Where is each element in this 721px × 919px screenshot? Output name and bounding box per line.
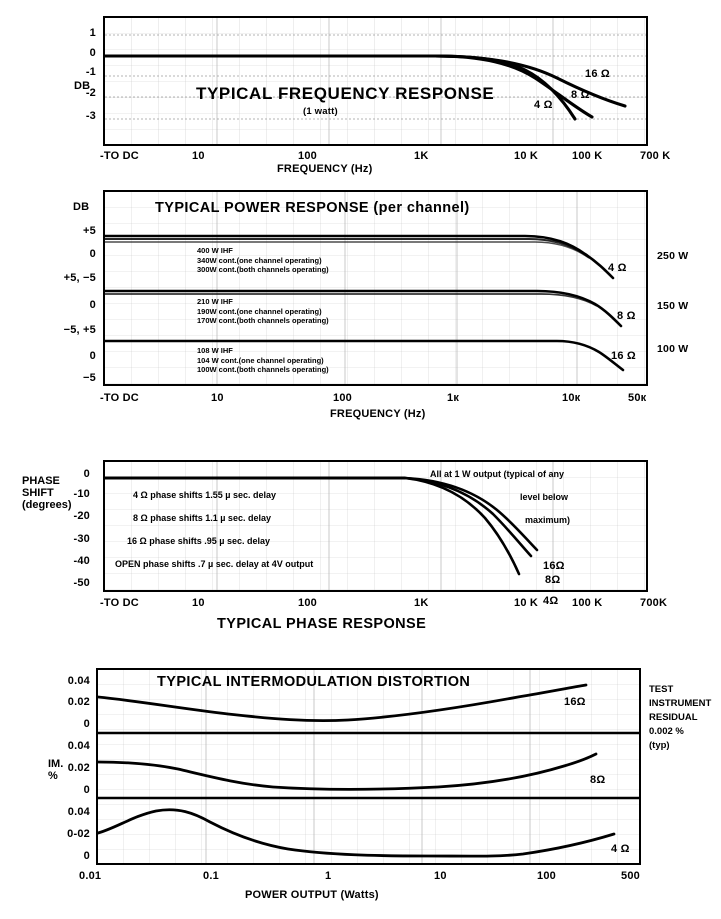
- x-axis-name: FREQUENCY (Hz): [330, 408, 426, 420]
- series-label-4ohm: 4Ω: [543, 595, 559, 607]
- y-tick: 1: [89, 27, 96, 39]
- series-label-4ohm: 4 Ω: [534, 99, 553, 111]
- y-tick: -2: [85, 87, 96, 99]
- x-tick: 100 K: [572, 150, 603, 162]
- corner-note-line: All at 1 W output (typical of any: [430, 469, 565, 479]
- y-tick: +5, −5: [63, 272, 96, 284]
- side-note-line: (typ): [649, 740, 670, 751]
- y-tick: −5: [83, 372, 96, 384]
- x-tick: -TO DC: [100, 392, 139, 404]
- y-tick: −5, +5: [63, 324, 96, 336]
- annotation-line: 190W cont.(one channel operating): [197, 306, 322, 316]
- x-tick: -TO DC: [100, 597, 139, 609]
- right-label-250w: 250 W: [657, 250, 689, 262]
- x-axis-name: FREQUENCY (Hz): [277, 163, 373, 175]
- x-tick: 500: [621, 870, 640, 882]
- x-tick: 1: [325, 870, 332, 882]
- x-tick: 0.1: [203, 870, 219, 882]
- y-tick: 0: [83, 850, 90, 862]
- x-tick: 10 K: [514, 150, 539, 162]
- y-tick: 0: [89, 350, 96, 362]
- annotation-250w: [197, 246, 329, 275]
- y-tick: 0: [83, 468, 90, 480]
- side-note-test-instrument: [649, 683, 711, 753]
- x-tick: 10: [434, 870, 447, 882]
- x-tick: 100: [298, 150, 317, 162]
- y-tick: 0: [89, 299, 96, 311]
- x-tick: 0.01: [79, 870, 102, 882]
- y-axis-name-line: SHIFT: [22, 487, 54, 499]
- chart-phase-response: [0, 440, 721, 640]
- y-tick: -30: [73, 533, 90, 545]
- x-tick: 100: [298, 597, 317, 609]
- annotation-line: OPEN phase shifts .7 µ sec. delay at 4V output: [115, 559, 314, 569]
- y-tick: -50: [73, 577, 90, 589]
- annotation-100w: [197, 346, 329, 375]
- y-axis-name-line: %: [48, 770, 58, 782]
- x-tick: 10к: [562, 392, 581, 404]
- plot-area-im-distortion: [96, 668, 641, 865]
- x-tick: 10 K: [514, 597, 539, 609]
- y-tick: 0.02: [67, 696, 90, 708]
- y-axis-name-line: (degrees): [22, 499, 72, 511]
- chart-title: TYPICAL POWER RESPONSE (per channel): [155, 200, 470, 216]
- x-tick: 10: [192, 597, 205, 609]
- annotations-phase: [115, 490, 314, 569]
- y-axis-name-db: DB: [73, 201, 90, 213]
- series-label-8ohm: 8Ω: [590, 774, 606, 786]
- series-label-16ohm: 16Ω: [543, 560, 565, 572]
- x-tick: 10: [211, 392, 224, 404]
- right-label-100w: 100 W: [657, 343, 689, 355]
- series-label-8ohm: 8 Ω: [617, 310, 636, 322]
- x-tick: 100: [537, 870, 556, 882]
- y-axis-name-line: PHASE: [22, 475, 60, 487]
- series-label-4ohm: 4 Ω: [611, 843, 630, 855]
- series-label-4ohm: 4 Ω: [608, 262, 627, 274]
- side-note-line: INSTRUMENT: [649, 698, 712, 709]
- y-tick: 0: [83, 718, 90, 730]
- series-label-16ohm: 16Ω: [564, 696, 586, 708]
- y-tick: +5: [83, 225, 96, 237]
- corner-note-line: level below: [520, 492, 569, 502]
- x-tick: 50к: [628, 392, 647, 404]
- chart-subtitle: (1 watt): [303, 106, 338, 117]
- annotation-line: 4 Ω phase shifts 1.55 µ sec. delay: [133, 490, 276, 500]
- x-tick: 1K: [414, 597, 429, 609]
- annotation-line: 170W cont.(both channels operating): [197, 316, 329, 325]
- x-tick: 100: [333, 392, 352, 404]
- annotation-line: 340W cont.(one channel operating): [197, 255, 322, 265]
- chart-title: TYPICAL FREQUENCY RESPONSE: [196, 84, 495, 103]
- corner-note-1w-output: [430, 469, 570, 525]
- x-axis-name: POWER OUTPUT (Watts): [245, 889, 379, 901]
- series-label-8ohm: 8Ω: [545, 574, 561, 586]
- chart-power-response: [0, 180, 721, 425]
- y-tick: 0.04: [67, 675, 90, 687]
- chart-intermodulation-distortion: [0, 655, 721, 919]
- y-axis-name-db: DB: [74, 80, 91, 92]
- series-label-16ohm: 16 Ω: [611, 350, 636, 362]
- annotation-line: 100W cont.(both channels operating): [197, 365, 329, 374]
- series-label-16ohm: 16 Ω: [585, 68, 610, 80]
- corner-note-line: maximum): [525, 515, 571, 525]
- annotation-line: 300W cont.(both channels operating): [197, 265, 329, 274]
- side-note-line: TEST: [649, 684, 674, 695]
- y-tick: -40: [73, 555, 90, 567]
- y-tick: 0.04: [67, 740, 90, 752]
- x-tick: 100 K: [572, 597, 603, 609]
- y-tick: -20: [73, 510, 90, 522]
- x-tick: 700K: [640, 597, 668, 609]
- plot-area-frequency-response: [103, 16, 648, 146]
- annotation-line: 400 W IHF: [197, 246, 233, 255]
- y-tick: 0.04: [67, 806, 90, 818]
- x-tick: 10: [192, 150, 205, 162]
- y-tick: 0: [83, 784, 90, 796]
- y-tick: 0: [89, 248, 96, 260]
- annotation-150w: [197, 297, 329, 326]
- side-note-line: 0.002 %: [649, 726, 684, 737]
- plot-area-power-response: [103, 190, 648, 386]
- y-tick: -1: [85, 66, 96, 78]
- side-note-line: RESIDUAL: [649, 712, 698, 723]
- series-label-8ohm: 8 Ω: [571, 89, 590, 101]
- y-tick: 0.02: [67, 762, 90, 774]
- y-tick: 0: [89, 47, 96, 59]
- x-tick: -TO DC: [100, 150, 139, 162]
- x-tick: 1K: [414, 150, 429, 162]
- annotation-line: 108 W IHF: [197, 346, 233, 355]
- annotation-line: 210 W IHF: [197, 297, 233, 306]
- annotation-line: 8 Ω phase shifts 1.1 µ sec. delay: [133, 513, 271, 523]
- y-tick: -3: [85, 110, 96, 122]
- y-axis-name-line: IM.: [48, 758, 64, 770]
- x-tick: 1к: [447, 392, 460, 404]
- chart-frequency-response: [0, 0, 721, 175]
- right-label-150w: 150 W: [657, 300, 689, 312]
- x-tick: 700 K: [640, 150, 671, 162]
- y-tick: 0-02: [67, 828, 90, 840]
- y-tick: -10: [73, 488, 90, 500]
- chart-title: TYPICAL INTERMODULATION DISTORTION: [157, 674, 471, 690]
- annotation-line: 16 Ω phase shifts .95 µ sec. delay: [127, 536, 270, 546]
- annotation-line: 104 W cont.(one channel operating): [197, 355, 324, 365]
- chart-title: TYPICAL PHASE RESPONSE: [217, 616, 427, 632]
